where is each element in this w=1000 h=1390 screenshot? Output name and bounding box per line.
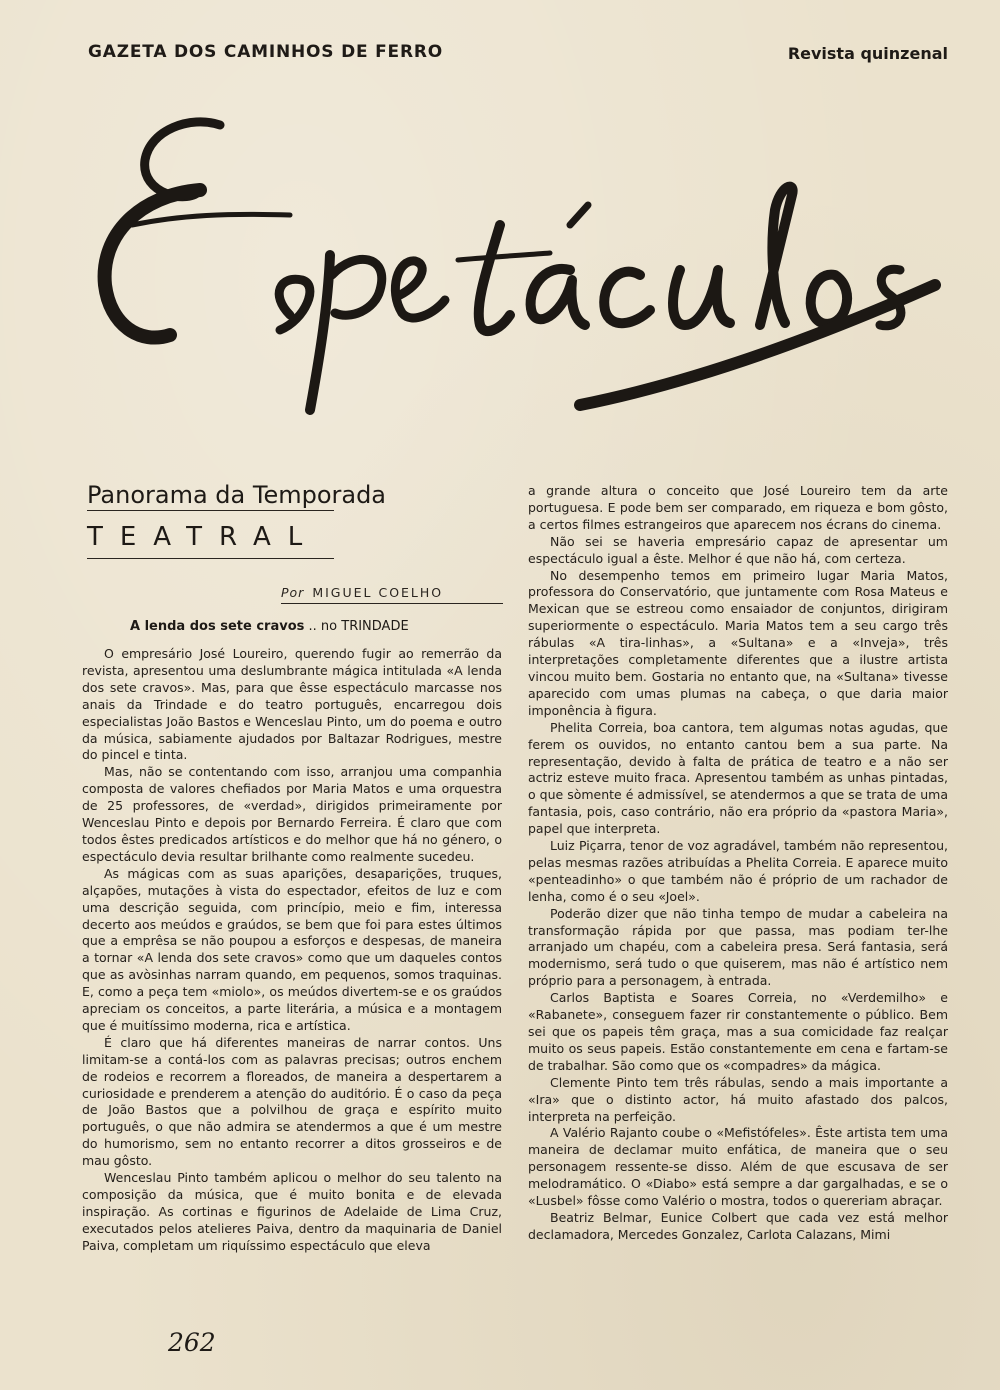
paragraph: Clemente Pinto tem três rábulas, sendo a mais importante a «Ira» que o distinto actor, há muito afastado dos palcos, interpreta na perfeição. bbox=[528, 1074, 948, 1124]
subhead-play: A lenda dos sete cravos bbox=[130, 619, 305, 634]
paragraph: Carlos Baptista e Soares Correia, no «Verdemilho» e «Rabanete», conseguem fazer rir constantemente o público. Bem sei que os papeis têm graça, mas a sua comicidade faz realçar muito os seus papeis. Estão constantemente em cena e fartam-se de trabalhar. São como que os «compadres» da mágica. bbox=[528, 990, 948, 1073]
byline-author: MIGUEL COELHO bbox=[312, 585, 444, 600]
right-column bbox=[528, 483, 948, 1244]
page-number: 262 bbox=[168, 1328, 216, 1357]
paragraph: O empresário José Loureiro, querendo fugir ao remerrão da revista, apresentou uma deslumbrante mágica intitulada «A lenda dos sete cravos». Mas, para que êsse espectáculo marcasse nos anais da Trindade e do teatro português, encarregou dois especialistas João Bastos e Wenceslau Pinto, um do poema e outro da música, sabiamente ajudados por Baltazar Rodrigues, mestre do pincel e tinta. bbox=[82, 646, 502, 763]
paragraph: A Valério Rajanto coube o «Mefistófeles». Êste artista tem uma maneira de declamar muito enfática, de maneira que o seu personagem ressente-se disso. Além de que escusava de ser melodramático. O «Diabo» está sempre a dar gargalhadas, e se o «Lusbel» fôsse como Valério o mostra, todos o quereriam abraçar. bbox=[528, 1125, 948, 1209]
section-subtitle: TEATRAL bbox=[87, 522, 320, 552]
paragraph: Luiz Piçarra, tenor de voz agradável, também não representou, pelas mesmas razões atribuídas a Phelita Correia. E aparece muito «penteadinho» o que também não é próprio de um rachador de lenha, como é o seu «Joel». bbox=[528, 838, 948, 904]
title-calligraphy bbox=[80, 85, 960, 425]
paragraph: a grande altura o conceito que José Loureiro tem da arte portuguesa. E pode bem ser comparado, em riqueza e bom gôsto, a certos filmes estrangeiros que aparecem nos écrans do cinema. bbox=[528, 483, 948, 532]
section-subtitle-rule bbox=[87, 558, 334, 559]
journal-title: GAZETA DOS CAMINHOS DE FERRO bbox=[88, 42, 443, 62]
left-column bbox=[82, 646, 502, 1255]
byline bbox=[281, 585, 443, 600]
paragraph: Mas, não se contentando com isso, arranjou uma companhia composta de valores chefiados por Maria Matos e uma orquestra de 25 professores, de «verdad», dirigidos primeiramente por Wenceslau Pinto e depois por Bernardo Ferreira. É claro que com todos êstes predicados artísticos e do melhor que há no género, o espectáculo devia resultar brilhante como realmente sucedeu. bbox=[82, 764, 502, 864]
paragraph: As mágicas com as suas aparições, desaparições, truques, alçapões, mutações à vista do espectador, efeitos de luz e com uma descrição seguida, com princípio, meio e fim, interessa decerto aos meúdos e graúdos, se bem que foi para estes últimos que a emprêsa se não poupou a esforços e despesas, de maneira a tornar «A lenda dos sete cravos» como que um daqueles contos que as avòsinhas narram quando, em pequenos, somos traquinas. E, como a peça tem «miolo», os meúdos divertem-se e os graúdos apreciam os conceitos, a parte literária, a música e a montagem que é muitíssimo moderna, rica e artística. bbox=[82, 865, 502, 1033]
byline-prefix: Por bbox=[281, 585, 305, 600]
paragraph: Beatriz Belmar, Eunice Colbert que cada vez está melhor declamadora, Mercedes Gonzalez, Carlota Calazans, Mimi bbox=[528, 1209, 948, 1242]
paragraph: Wenceslau Pinto também aplicou o melhor do seu talento na composição da música, que é muito bonita e de elevada inspiração. As cortinas e figurinos de Adelaide de Lima Cruz, executados pelos atelieres Paiva, dentro da maquinaria de Daniel Paiva, completam um riquíssimo espectáculo que eleva bbox=[82, 1170, 502, 1253]
subhead-separator: .. bbox=[308, 619, 317, 634]
paragraph: Poderão dizer que não tinha tempo de mudar a cabeleira na transformação rápida por que passa, mas podiam ter-lhe arranjado um chapéu, com a cabeleira presa. Será fantasia, será modernismo, será tudo o que quiserem, mas não é artístico nem próprio para a personagem, à entrada. bbox=[528, 905, 948, 989]
byline-rule bbox=[281, 603, 503, 604]
paragraph: Phelita Correia, boa cantora, tem algumas notas agudas, que ferem os ouvidos, no entanto cantou bem a sua parte. Na representação, devido à falta de prática de teatro e a não ser actriz esteve muito fraca. Apresentou também as unhas pintadas, o que sòmente é admissível, se atendermos a que se trata de uma fantasia, pois, caso contrário, não era próprio da «pastora Maria», papel que interpreta. bbox=[528, 719, 948, 837]
subhead-venue: no TRINDADE bbox=[320, 619, 409, 634]
svg-text:Espetáculos bbox=[80, 85, 86, 86]
paragraph: Não sei se haveria empresário capaz de apresentar um espectáculo igual a êste. Melhor é que não há, com certeza. bbox=[528, 533, 948, 566]
article-subhead bbox=[130, 619, 409, 634]
section-title-rule bbox=[87, 510, 334, 511]
paragraph: É claro que há diferentes maneiras de narrar contos. Uns limitam-se a contá-los com as palavras precisas; outros enchem de rodeios e recorrem a floreados, de maneira a despertarem a curiosidade e prenderem a atenção do auditório. É o caso da peça de João Bastos que a polvilhou de graça e espírito muito português, o que não admira se atendermos a que é um mestre do humorismo, sem no entanto recorrer a ditos grosseiros e de mau gôsto. bbox=[82, 1034, 502, 1169]
periodicity-label: Revista quinzenal bbox=[787, 44, 948, 63]
paragraph: No desempenho temos em primeiro lugar Maria Matos, professora do Conservatório, que juntamente com Rosa Mateus e Mexican que se estreou como ensaiador de conjuntos, dirigiram superiormente o espectáculo. Maria Matos tem a seu cargo três rábulas «A tira-linhas», a «Sultana» e a «Inveja», três interpretações completamente diferentes que a ilustre artista vincou muito bem. Gostaria no entanto que, na «Sultana» tivesse aparecido com umas plumas na cabeça, o que daria maior imponência à figura. bbox=[528, 567, 948, 718]
section-title: Panorama da Temporada bbox=[87, 481, 387, 509]
